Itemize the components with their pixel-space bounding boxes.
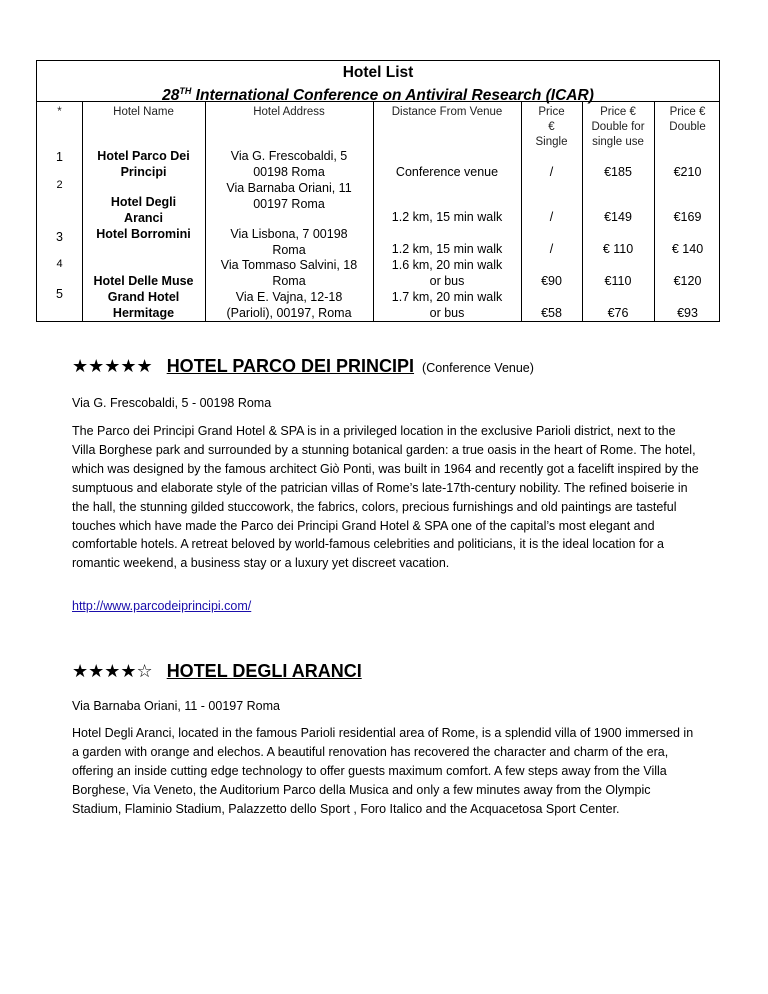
hotel-description: The Parco dei Principi Grand Hotel & SPA is in a privileged location in the exclusive Parioli district, next to the Villa Borghese park and surrounded by a stunning botanical garden: a true oasis in the heart of Rome. The hotel, which was designed by the famous architect Giò Ponti, was built in 1964 and recently got a facelift inspired by the sumptuous and elaborate style of the patrician villas of Rome’s late-17th-century nobility. The refined boiserie in the hall, the stunning gilded stuccowork, the fabrics, colors, precious furnishings and old paintings are tasteful touches which have made the Parco dei Principi Grand Hotel & SPA one of the capital’s most elegant and comfortable hotels. A retreat beloved by world-famous celebrities and politicians, it is the ideal location for a romantic weekend, a business stay or a luxury yet discreet vacation.	[72, 424, 699, 571]
title-superscript: TH	[179, 86, 192, 96]
section-heading-degli-aranci	[72, 661, 362, 682]
row-number: 3	[56, 230, 63, 244]
five-star-rating-icon: ★★★★★	[72, 356, 153, 376]
hotel-address-line: Via G. Frescobaldi, 5 - 00198 Roma	[72, 396, 272, 410]
hotel-description: Hotel Degli Aranci, located in the famous Parioli residential area of Rome, is a splendid villa of 1900 immersed in a garden with orange and elechos. A beautiful renovation has recovered the character and charm of the era, offering an inside cutting edge technology to offer guests maximum comfort. A few steps away from the Villa Borghese, Via Veneto, the Auditorium Parco della Musica and only a few minutes away from the Olympic Stadium, Flaminio Stadium, Palazzetto dello Sport , Foro Italico and the Acquacetosa Sport Center.	[72, 726, 694, 816]
price-double-single-use: €76	[607, 306, 629, 320]
hotel-name: Grand Hotel Hermitage	[107, 290, 180, 320]
price-double: €120	[673, 274, 702, 288]
price-double-single-use: €149	[604, 210, 632, 224]
hotel-address: Via Barnaba Oriani, 11 00197 Roma	[226, 181, 352, 211]
header-number: *	[57, 106, 62, 118]
hotel-address: Via Tommaso Salvini, 18 Roma	[220, 258, 358, 288]
hotel-name: Hotel Borromini	[96, 227, 191, 241]
distance-from-venue: 1.6 km, 20 min walk or bus	[391, 258, 503, 288]
hotel-heading-note: (Conference Venue)	[422, 361, 534, 375]
hotel-website-link[interactable]	[72, 597, 251, 616]
title-conference-name: International Conference on Antiviral Research (ICAR)	[191, 87, 594, 104]
price-single: /	[549, 165, 554, 179]
price-double: € 140	[671, 242, 704, 256]
price-double: €93	[677, 306, 698, 320]
table-rule	[37, 101, 719, 102]
hotel-address: Via E. Vajna, 12-18 (Parioli), 00197, Roma	[226, 290, 352, 320]
price-double-single-use: €185	[604, 165, 632, 179]
row-number: 5	[56, 287, 63, 301]
price-single: €58	[541, 306, 562, 320]
hotel-address-line: Via Barnaba Oriani, 11 - 00197 Roma	[72, 699, 280, 713]
price-single: /	[549, 242, 554, 256]
column-divider	[82, 101, 83, 321]
header-price-single: Price € Single	[535, 106, 568, 148]
header-distance: Distance From Venue	[391, 106, 503, 118]
hotel-table	[36, 60, 720, 322]
price-double: €210	[673, 165, 702, 179]
hotel-name: Hotel Parco Dei Principi	[97, 149, 190, 179]
hotel-address: Via Lisbona, 7 00198 Roma	[230, 227, 348, 257]
header-hotel-address: Hotel Address	[253, 106, 325, 118]
column-divider	[205, 101, 206, 321]
price-single: /	[549, 210, 554, 224]
section-heading-parco-dei-principi	[72, 356, 534, 377]
hotel-heading-name: HOTEL DEGLI ARANCI	[166, 661, 362, 681]
row-number: 2	[56, 179, 63, 191]
header-hotel-name: Hotel Name	[113, 106, 174, 118]
table-title	[37, 61, 719, 104]
price-double: €169	[673, 210, 702, 224]
four-star-rating-icon: ★★★★☆	[72, 661, 153, 681]
header-price-double: Price € Double	[669, 106, 706, 133]
hotel-heading-name: HOTEL PARCO DEI PRINCIPI	[166, 356, 415, 376]
hotel-website-url[interactable]: http://www.parcodeiprincipi.com/	[72, 599, 252, 613]
column-divider	[373, 101, 374, 321]
row-number: 4	[56, 258, 63, 270]
hotel-name: Hotel Degli Aranci	[110, 195, 177, 225]
hotel-address: Via G. Frescobaldi, 5 00198 Roma	[230, 149, 348, 179]
distance-from-venue: Conference venue	[395, 165, 499, 179]
price-single: €90	[541, 274, 562, 288]
header-price-double-single-use: Price € Double for single use	[591, 106, 645, 148]
title-ordinal: 28	[162, 87, 180, 104]
row-number: 1	[56, 150, 63, 164]
hotel-name: Hotel Delle Muse	[93, 274, 194, 288]
distance-from-venue: 1.7 km, 20 min walk or bus	[391, 290, 503, 320]
price-double-single-use: € 110	[602, 242, 634, 256]
distance-from-venue: 1.2 km, 15 min walk	[391, 242, 503, 256]
table-title-line1: Hotel List	[342, 64, 414, 81]
distance-from-venue: 1.2 km, 15 min walk	[391, 210, 503, 224]
price-double-single-use: €110	[604, 274, 632, 288]
